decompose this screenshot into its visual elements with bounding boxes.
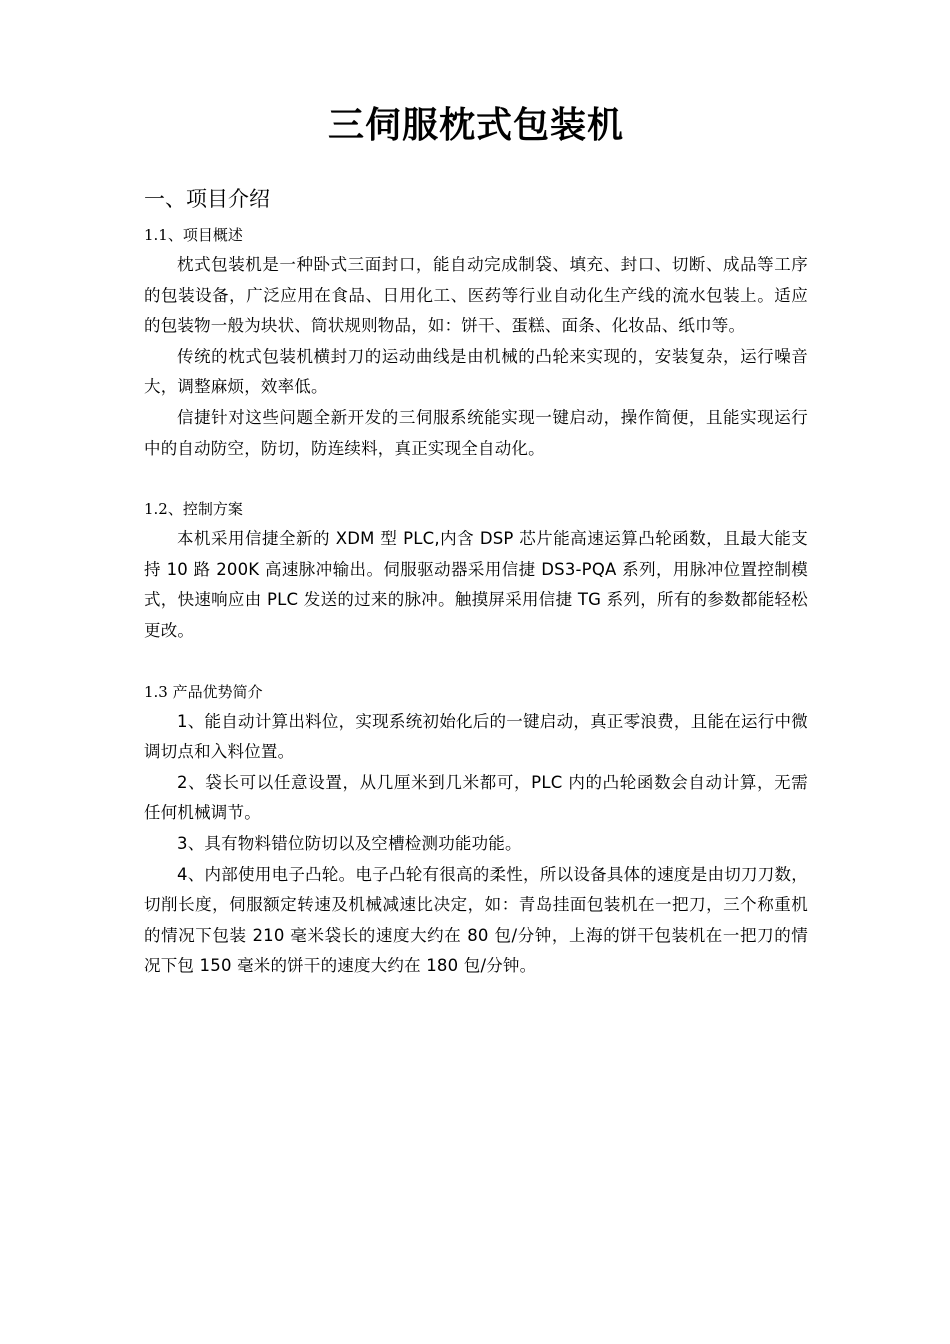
overview-paragraph-1: 枕式包装机是一种卧式三面封口，能自动完成制袋、填充、封口、切断、成品等工序的包装设备，广泛应用在食品、日用化工、医药等行业自动化生产线的流水包装上。适应的包装物一般为块状、筒状规则物品，如：饼干、蛋糕、面条、化妆品、纸巾等。 [144,255,808,336]
advantage-item-4: 4、内部使用电子凸轮。电子凸轮有很高的柔性，所以设备具体的速度是由切刀刀数，切削长度，伺服额定转速及机械减速比决定，如：青岛挂面包装机在一把刀，三个称重机的情况下包装 210 毫米袋长的速度大约在 80 包/分钟，上海的饼干包装机在一把刀的情况下包 150 毫米的饼干的速度大约在 180 包/分钟。 [144,864,808,976]
document-page [144,96,808,982]
section-overview [144,220,808,464]
section-heading-overview: 1.1、项目概述 [144,226,243,244]
section-product-advantages [144,677,808,982]
section-heading-control-scheme: 1.2、控制方案 [144,500,243,519]
section-control-scheme [144,494,808,646]
overview-paragraph-2: 传统的枕式包装机横封刀的运动曲线是由机械的凸轮来实现的，安装复杂，运行噪音大，调整麻烦，效率低。 [144,346,808,397]
section-heading-product-advantages: 1.3 产品优势简介 [144,682,263,701]
document-title: 三伺服枕式包装机 [327,105,624,146]
advantage-item-3: 3、具有物料错位防切以及空槽检测功能功能。 [177,833,522,853]
advantage-item-1: 1、能自动计算出料位，实现系统初始化后的一键启动，真正零浪费，且能在运行中微调切点和入料位置。 [144,711,808,762]
advantage-item-2: 2、袋长可以任意设置，从几厘米到几米都可，PLC 内的凸轮函数会自动计算，无需任何机械调节。 [144,772,808,823]
control-scheme-paragraph: 本机采用信捷全新的 XDM 型 PLC,内含 DSP 芯片能高速运算凸轮函数，且最大能支持 10 路 200K 高速脉冲输出。伺服驱动器采用信捷 DS3-PQA 系列，用脉冲位置控制模式，快速响应由 PLC 发送的过来的脉冲。触摸屏采用信捷 TG 系列，所有的参数都能轻松更改。 [144,529,808,640]
chapter-heading-project-intro: 一、项目介绍 [144,187,270,211]
overview-paragraph-3: 信捷针对这些问题全新开发的三伺服系统能实现一键启动，操作简便，且能实现运行中的自动防空，防切，防连续料，真正实现全自动化。 [144,407,808,458]
